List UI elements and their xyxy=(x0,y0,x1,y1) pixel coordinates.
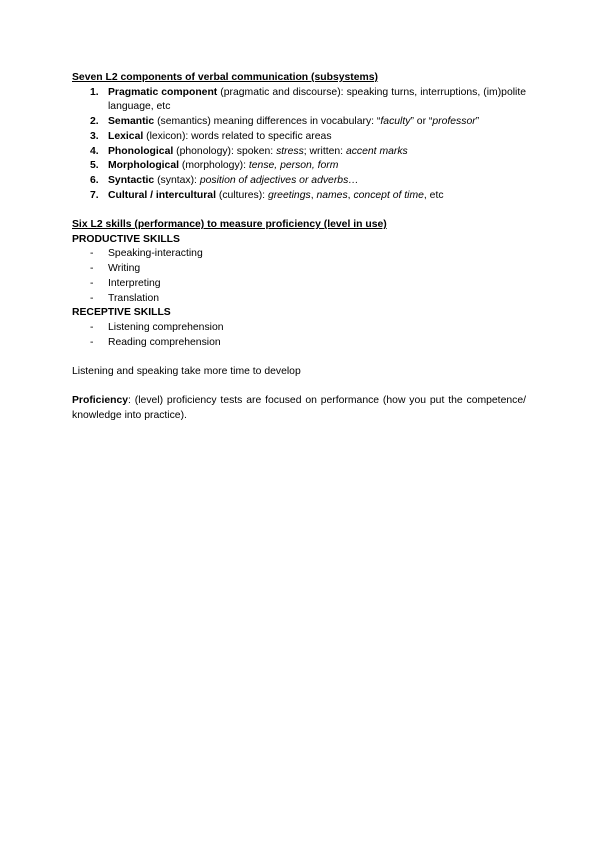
proficiency-term: Proficiency xyxy=(72,395,129,407)
document-content xyxy=(72,71,526,424)
receptive-skills-list xyxy=(72,321,526,350)
list-item: 4. Phonological (phonology): spoken: stress; written: accent marks xyxy=(90,145,408,157)
item-term: Morphological xyxy=(108,160,179,172)
list-item: - Translation xyxy=(90,292,160,304)
components-list xyxy=(72,86,526,204)
list-item: 2. Semantic (semantics) meaning differences in vocabulary: “faculty” or “professor” xyxy=(90,116,480,128)
productive-skills-list xyxy=(72,247,526,306)
item-term: Phonological xyxy=(108,145,174,157)
list-item: 6. Syntactic (syntax): position of adjectives or adverbs… xyxy=(90,174,359,186)
list-item: 1. Pragmatic component (pragmatic and discourse): speaking turns, interruptions, (im)polite language, etc xyxy=(90,86,527,113)
item-term: Syntactic xyxy=(108,174,155,186)
item-term: Cultural / intercultural xyxy=(108,189,216,201)
spacer xyxy=(72,203,526,218)
spacer xyxy=(72,380,526,395)
list-item: - Reading comprehension xyxy=(90,336,221,348)
proficiency-paragraph: Proficiency: (level) proficiency tests are focused on performance (how you put the competence/ knowledge into practice). xyxy=(72,395,526,422)
list-item: - Writing xyxy=(90,263,141,275)
list-item: - Interpreting xyxy=(90,277,161,289)
item-term: Pragmatic component xyxy=(108,86,218,98)
development-note: Listening and speaking take more time to develop xyxy=(72,366,301,378)
list-item: - Speaking-interacting xyxy=(90,248,203,260)
receptive-skills-label: RECEPTIVE SKILLS xyxy=(72,307,171,319)
list-item: 5. Morphological (morphology): tense, person, form xyxy=(90,160,339,172)
components-heading: Seven L2 components of verbal communication (subsystems) xyxy=(72,72,379,83)
item-term: Lexical xyxy=(108,130,144,142)
item-term: Semantic xyxy=(108,116,155,128)
list-item: 7. Cultural / intercultural (cultures): greetings, names, concept of time, etc xyxy=(90,189,444,201)
list-item: - Listening comprehension xyxy=(90,321,224,333)
list-item: 3. Lexical (lexicon): words related to specific areas xyxy=(90,130,332,142)
spacer xyxy=(72,350,526,365)
productive-skills-label: PRODUCTIVE SKILLS xyxy=(72,233,180,245)
skills-heading: Six L2 skills (performance) to measure proficiency (level in use) xyxy=(72,219,387,231)
